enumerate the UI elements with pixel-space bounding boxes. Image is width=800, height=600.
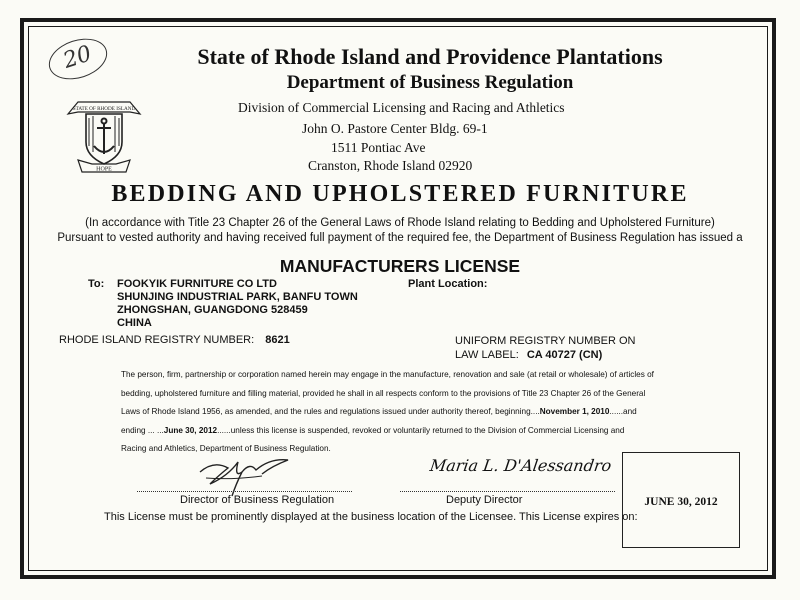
to-label: To: bbox=[88, 278, 105, 290]
department-title: Department of Business Regulation bbox=[286, 72, 574, 93]
terms-line-4 bbox=[121, 425, 641, 436]
terms-line-3-end: ......and bbox=[609, 407, 637, 416]
deputy-signature: Maria L. D'Alessandro bbox=[428, 456, 613, 475]
ri-registry bbox=[59, 334, 290, 346]
address-line-1: John O. Pastore Center Bldg. 69-1 bbox=[302, 121, 488, 136]
terms-line-4-start: ending ... ... bbox=[121, 426, 164, 435]
terms-line-1: The person, firm, partnership or corporation named herein may engage in the manufacture, renovation and sale (at retail or wholesale) of articles of bbox=[121, 370, 654, 379]
director-signature-line bbox=[137, 491, 352, 492]
director-label: Director of Business Regulation bbox=[180, 494, 335, 506]
uniform-registry-number: CA 40727 (CN) bbox=[526, 349, 603, 361]
plant-location-label: Plant Location: bbox=[408, 278, 488, 290]
seal-top-text: STATE OF RHODE ISLAND bbox=[72, 106, 136, 112]
state-seal bbox=[62, 96, 146, 178]
deputy-label: Deputy Director bbox=[446, 494, 523, 506]
address-line-2: 1511 Pontiac Ave bbox=[331, 140, 426, 155]
director-signature bbox=[192, 450, 312, 500]
terms-line-2: bedding, upholstered furniture and filling material, provided he shall in all respects conform to the provisions of Title 23 Chapter 26 of the General bbox=[121, 389, 646, 398]
license-category-title: BEDDING AND UPHOLSTERED FURNITURE bbox=[111, 181, 689, 207]
address-line-3: Cranston, Rhode Island 02920 bbox=[308, 158, 473, 173]
intro-line-1: (In accordance with Title 23 Chapter 26 of the General Laws of Rhode Island relating to Bedding and Upholstered Furniture) bbox=[85, 217, 715, 229]
deputy-signature-line bbox=[400, 491, 615, 492]
licensee-address-2: ZHONGSHAN, GUANGDONG 528459 bbox=[117, 304, 308, 316]
ri-registry-label: RHODE ISLAND REGISTRY NUMBER: bbox=[59, 334, 255, 346]
expiration-date: JUNE 30, 2012 bbox=[644, 496, 718, 508]
licensee-block bbox=[117, 278, 358, 330]
handwritten-number: 20 bbox=[44, 32, 113, 87]
display-notice: This License must be prominently displayed at the business location of the Licensee. This License expires on: bbox=[104, 511, 638, 523]
uniform-registry bbox=[455, 334, 636, 362]
licensee-country: CHINA bbox=[117, 317, 152, 329]
end-date: June 30, 2012 bbox=[163, 426, 218, 435]
terms-line-5: Racing and Athletics, Department of Business Regulation. bbox=[121, 444, 331, 453]
uniform-registry-line bbox=[455, 348, 636, 362]
anchor-icon bbox=[94, 119, 114, 155]
law-label-label: LAW LABEL: bbox=[455, 349, 519, 361]
seal-hope-text: HOPE bbox=[96, 166, 112, 173]
ri-registry-number: 8621 bbox=[265, 334, 290, 346]
uniform-registry-label: UNIFORM REGISTRY NUMBER ON bbox=[455, 335, 636, 347]
state-title: State of Rhode Island and Providence Plantations bbox=[197, 44, 663, 69]
licensee-name: FOOKYIK FURNITURE CO LTD bbox=[117, 278, 277, 290]
terms-line-3 bbox=[121, 406, 641, 417]
intro-line-2: Pursuant to vested authority and having received full payment of the required fee, the Department of Business Regulation has issued a bbox=[57, 232, 743, 244]
license-type: MANUFACTURERS LICENSE bbox=[279, 256, 521, 276]
begin-date: November 1, 2010 bbox=[539, 407, 610, 416]
division-name: Division of Commercial Licensing and Racing and Athletics bbox=[238, 100, 565, 115]
licensee-address-1: SHUNJING INDUSTRIAL PARK, BANFU TOWN bbox=[117, 291, 358, 303]
terms-line-3-start: Laws of Rhode Island 1956, as amended, and the rules and regulations issued under authority thereof, beginning.... bbox=[121, 407, 540, 416]
terms-line-4-end: ......unless this license is suspended, revoked or voluntarily returned to the Division of Commercial Licensing and bbox=[217, 426, 625, 435]
